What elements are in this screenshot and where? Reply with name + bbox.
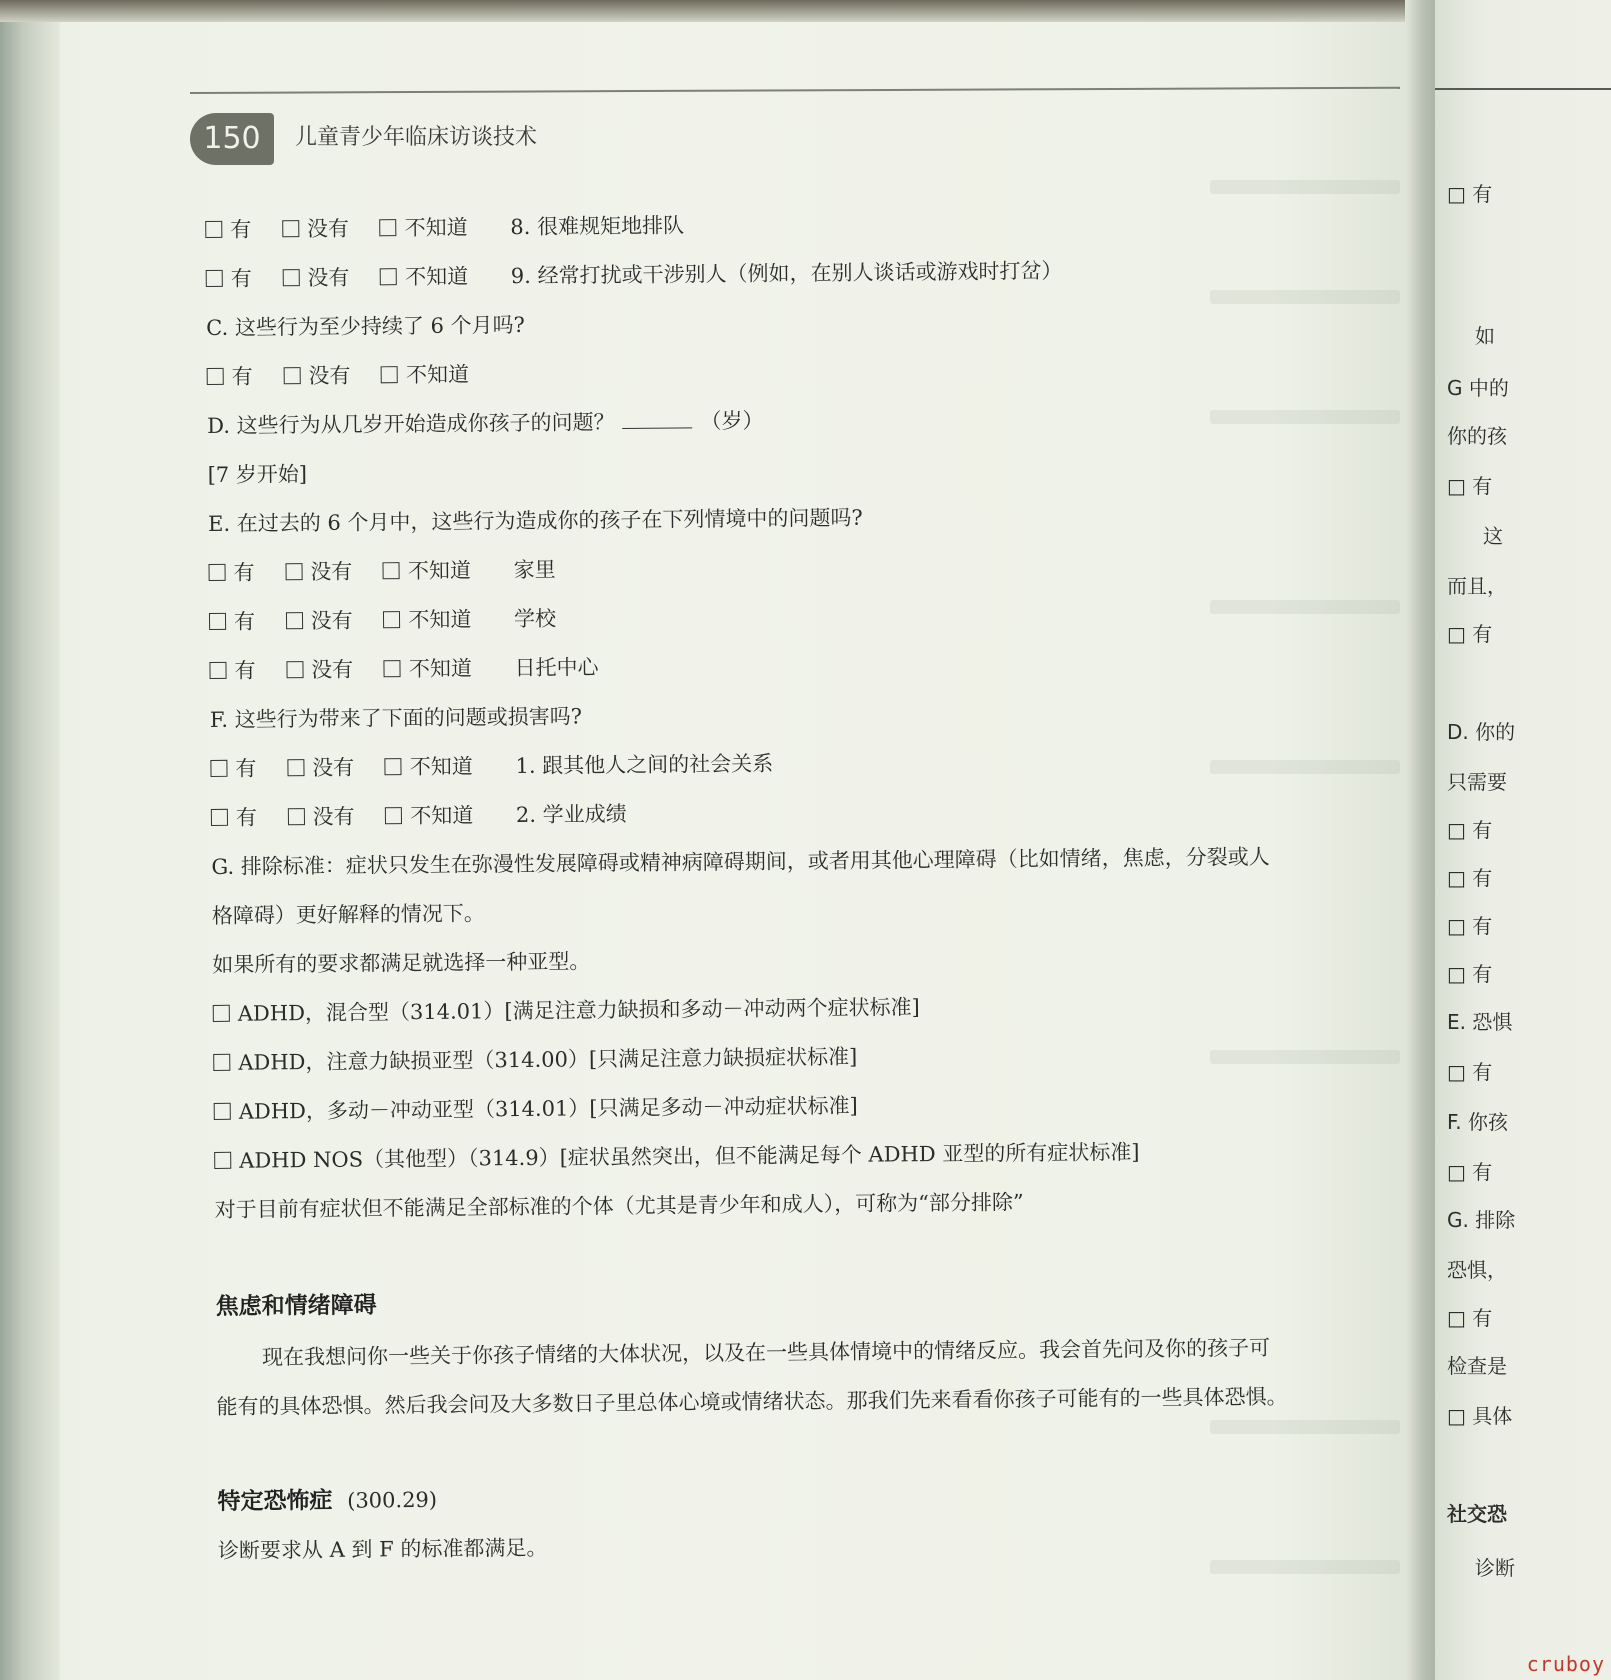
checkbox-icon (381, 366, 398, 383)
right-page-line: 这 (1483, 524, 1503, 548)
checkbox-icon (206, 270, 223, 287)
criterion-g-line1: G. 排除标准：症状只发生在弥漫性发展障碍或精神病障碍期间，或者用其他心理障碍（比如情绪，焦虑，分裂或人 (211, 844, 1270, 879)
subtype-option[interactable]: ADHD，多动－冲动亚型（314.01）[只满足多动－冲动症状标准] (214, 1090, 858, 1126)
running-title: 儿童青少年临床访谈技术 (295, 125, 538, 150)
section-heading-anxiety: 焦虑和情绪障碍 (215, 1292, 377, 1320)
right-page-line: □ 有 (1447, 914, 1493, 938)
impairment-social: 1. 跟其他人之间的社会关系 (515, 751, 774, 779)
checkbox-icon (209, 613, 226, 630)
option-no[interactable]: 没有 (282, 262, 349, 293)
option-no[interactable]: 没有 (282, 213, 349, 244)
right-page-line: 诊断 (1475, 1556, 1515, 1580)
checkbox-icon (385, 807, 402, 824)
option-no[interactable]: 没有 (286, 654, 353, 685)
question-f: F. 这些行为带来了下面的问题或损害吗? (209, 704, 583, 732)
bleed-through (1210, 1560, 1400, 1574)
checklist-row (209, 603, 556, 636)
option-no[interactable]: 没有 (287, 752, 354, 783)
bleed-through (1210, 1050, 1400, 1064)
option-unknown[interactable]: 不知道 (381, 358, 469, 389)
checkbox-icon (214, 1152, 231, 1169)
setting-daycare: 日托中心 (514, 655, 599, 681)
setting-home: 家里 (513, 557, 556, 583)
option-yes[interactable]: 有 (207, 361, 253, 391)
page-number-badge: 150 (190, 113, 274, 165)
question-c: C. 这些行为至少持续了 6 个月吗? (206, 312, 525, 340)
option-yes[interactable]: 有 (209, 655, 255, 685)
book-spine (1405, 0, 1435, 1680)
bleed-through (1210, 600, 1400, 614)
option-unknown[interactable]: 不知道 (383, 554, 471, 585)
bleed-through (1210, 760, 1400, 774)
intro-paragraph-line1: 现在我想问你一些关于你孩子情绪的大体状况，以及在一些具体情境中的情绪反应。我会首先问及你的孩子可 (261, 1335, 1271, 1370)
right-page-line: 而且， (1447, 574, 1507, 598)
checklist-row (209, 651, 598, 685)
symptom-item: 8. 很难规矩地排队 (510, 213, 685, 240)
partial-remission-note: 对于目前有症状但不能满足全部标准的个体（尤其是青少年和成人），可称为“部分排除” (214, 1190, 1024, 1222)
bleed-through (1210, 290, 1400, 304)
option-yes[interactable]: 有 (210, 753, 256, 783)
right-page-line: □ 有 (1447, 1060, 1493, 1084)
subtype-option[interactable]: ADHD，注意力缺损亚型（314.00）[只满足注意力缺损症状标准] (213, 1041, 857, 1077)
option-no[interactable]: 没有 (283, 360, 350, 391)
subtype-intro: 如果所有的要求都满足就选择一种亚型。 (212, 949, 591, 977)
checkbox-icon (209, 662, 226, 679)
option-unknown[interactable]: 不知道 (380, 260, 468, 291)
checkbox-icon (282, 220, 299, 237)
option-yes[interactable]: 有 (209, 606, 255, 636)
right-page-line: 检查是 (1447, 1354, 1507, 1378)
page-edge (0, 0, 60, 1680)
right-page-line: F. 你孩 (1447, 1110, 1509, 1134)
right-page-line: 只需要 (1447, 770, 1507, 794)
subtype-option[interactable]: ADHD，混合型（314.01）[满足注意力缺损和多动－冲动两个症状标准] (213, 991, 920, 1028)
right-page-line: □ 有 (1447, 866, 1493, 890)
right-page-line: D. 你的 (1447, 720, 1516, 744)
impairment-academic: 2. 学业成绩 (515, 801, 627, 828)
right-page-line: G. 排除 (1447, 1208, 1516, 1232)
option-no[interactable]: 没有 (285, 556, 352, 587)
right-page-line: 恐惧， (1447, 1258, 1507, 1282)
checkbox-icon (210, 760, 227, 777)
top-shadow (0, 0, 1415, 22)
intro-paragraph-line2: 能有的具体恐惧。然后我会问及大多数日子里总体心境或情绪状态。那我们先来看看你孩子可能有的一些具体恐惧。 (216, 1384, 1288, 1419)
checklist-row (210, 748, 773, 783)
symptom-item: 9. 经常打扰或干涉别人（例如，在别人谈话或游戏时打岔） (510, 258, 1063, 289)
setting-school: 学校 (513, 606, 557, 632)
option-yes[interactable]: 有 (205, 214, 251, 244)
option-no[interactable]: 没有 (287, 801, 354, 832)
onset-note: [7 岁开始] (207, 462, 308, 487)
right-page-line: □ 有 (1447, 962, 1493, 986)
scanner-watermark: cruboy (1526, 1652, 1605, 1676)
checklist-row (205, 209, 684, 244)
right-page-line: □ 有 (1447, 818, 1493, 842)
option-unknown[interactable]: 不知道 (384, 652, 472, 683)
right-page (1435, 0, 1611, 1680)
subtype-option[interactable]: ADHD NOS（其他型）（314.9）[症状虽然突出，但不能满足每个 ADHD 亚型的所有症状标准] (214, 1136, 1140, 1175)
checkbox-icon (385, 758, 402, 775)
checkbox-icon (380, 219, 397, 236)
right-header-rule (1435, 88, 1611, 90)
question-d: D. 这些行为从几岁开始造成你孩子的问题？ （岁） (207, 408, 764, 438)
checkbox-icon (383, 611, 400, 628)
right-page-line: 你的孩 (1447, 424, 1507, 448)
option-unknown[interactable]: 不知道 (383, 603, 471, 634)
option-yes[interactable]: 有 (211, 802, 257, 832)
question-e: E. 在过去的 6 个月中，这些行为造成你的孩子在下列情境中的问题吗? (207, 505, 863, 536)
checkbox-icon (287, 759, 304, 776)
right-page-line: G 中的 (1447, 376, 1509, 400)
option-yes[interactable]: 有 (208, 557, 254, 587)
checkbox-icon (285, 563, 302, 580)
checkbox-icon (213, 1054, 230, 1071)
checkbox-icon (380, 268, 397, 285)
option-unknown[interactable]: 不知道 (385, 750, 473, 781)
checkbox-icon (288, 808, 305, 825)
checkbox-icon (208, 564, 225, 581)
checkbox-icon (384, 660, 401, 677)
checklist-row (207, 358, 494, 391)
right-page-line: E. 恐惧 (1447, 1010, 1513, 1034)
right-page-line: □ 有 (1447, 1306, 1493, 1330)
checkbox-icon (383, 562, 400, 579)
checkbox-icon (205, 221, 222, 238)
option-no[interactable]: 没有 (286, 605, 353, 636)
checkbox-icon (214, 1103, 231, 1120)
right-page-line: □ 有 (1447, 182, 1493, 206)
bleed-through (1210, 180, 1400, 194)
checkbox-icon (286, 612, 303, 629)
phobia-requirement: 诊断要求从 A 到 F 的标准都满足。 (217, 1535, 548, 1563)
bleed-through (1210, 410, 1400, 424)
bleed-through (1210, 1420, 1400, 1434)
section-heading-phobia: 特定恐怖症 (300.29) (217, 1487, 438, 1515)
checkbox-icon (283, 367, 300, 384)
right-page-line: 如 (1475, 324, 1495, 348)
option-unknown[interactable]: 不知道 (385, 799, 473, 830)
right-page-line: □ 具体 (1447, 1404, 1513, 1428)
right-page-line: □ 有 (1447, 1160, 1493, 1184)
right-page-line: □ 有 (1447, 474, 1493, 498)
checklist-row (208, 554, 555, 587)
checklist-row (211, 798, 627, 832)
right-page-heading: 社交恐 (1447, 1502, 1507, 1526)
right-page-line: □ 有 (1447, 622, 1493, 646)
checkbox-icon (211, 809, 228, 826)
option-yes[interactable]: 有 (206, 263, 252, 293)
age-blank[interactable] (623, 427, 693, 429)
checkbox-icon (286, 661, 303, 678)
checkbox-icon (213, 1005, 230, 1022)
checkbox-icon (207, 368, 224, 385)
diagnostic-code: (300.29) (347, 1487, 438, 1513)
checkbox-icon (282, 269, 299, 286)
criterion-g-line2: 格障碍）更好解释的情况下。 (211, 901, 485, 928)
option-unknown[interactable]: 不知道 (380, 211, 468, 242)
